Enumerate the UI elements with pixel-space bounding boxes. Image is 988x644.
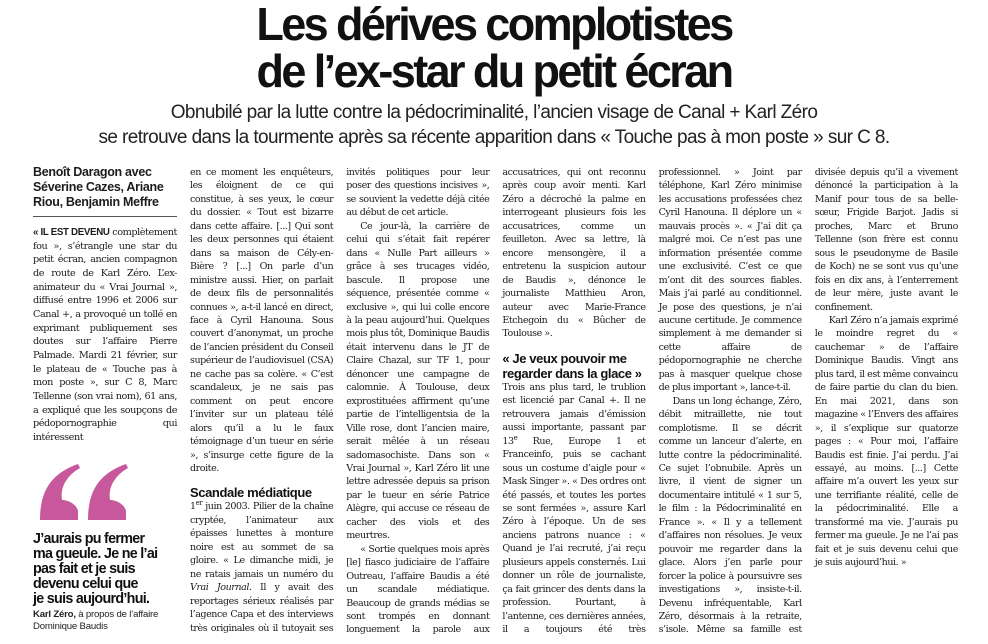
lead-caps: « IL EST DEVENU — [33, 227, 110, 238]
paragraph-4: « Sortie quelques mois après [le] fiasco judiciaire de l’affaire Outreau, l’affaire Baudis a été un scandale médiatique. Beaucoup de grands médias se sont trompés en donnant longuement la parole aux accusatrices, qui ont reconnu après coup avoir menti. Karl Zéro a décroché la palme en interrogeant plusieurs fois les accusatrices, comme un feuilleton. Avec sa lettre, là encore mensongère, il a entretenu la suspicion autour de Baudis », dénonce le journaliste Matthieu Aron, auteur avec Marie-France Etchegoin du « Bûcher de Toulouse ». — [346, 167, 646, 636]
headline — [0, 1, 988, 95]
quote-mark-icon — [36, 462, 136, 522]
date-ordinal: er — [195, 499, 203, 508]
lead-paragraph — [33, 226, 177, 445]
headline-line-1: Les dérives complotistes — [256, 0, 732, 51]
pull-quote-attribution — [33, 609, 183, 633]
date-number: 1 — [190, 501, 196, 513]
pull-quote-line: je suis aujourd’hui. — [33, 591, 150, 607]
paragraph-6: Dans un long échange, Zéro, débit mitraillette, nie tout complotisme. Il se décrit comme un lanceur d’alerte, en lutte contre la pédocriminalité. Ce sujet l’obnubile. Après un livre, il vient de signer un documentaire intitulé « 1 sur 5, le film : la Pédocriminalité en France ». « Il y a tellement d’affaires non résolues. Je veux pouvoir me regarder dans la glace. Alors j’en parle pour forcer la police à poursuivre ses investigations », insiste-t-il. Devenu infréquentable, Karl Zéro, désormais à la retraite, s’isole. Même sa famille est divisée depuis qu’il a vivement dénoncé la participation à la Manif pour tous de sa belle-sœur, Frigide Barjot. Jadis si proches, Marc et Bruno Tellenne (son frère est connu sous le pseudonyme de Basile de Koch) ne se sont vus qu’une fois en dix ans, à l’enterrement de leur mère, juste avant le confinement. — [658, 167, 958, 636]
paragraph-2-text-b: . Il y avait des reportages sérieux réalisés par l’agence Capa et des interviews très originales où il tutoyait ses invités politiques pour leur poser des questions incisives », se souvient la vedette déjà citée au début de cet article. — [190, 167, 490, 634]
pull-quote-context: à propos de l’affaire Dominique Baudis — [33, 609, 159, 632]
pull-quote-line: J’aurais pu fermer — [33, 531, 145, 547]
show-title: Vrai Journal — [190, 582, 249, 594]
headline-line-2: de l’ex-star du petit écran — [256, 44, 732, 97]
article-body — [190, 166, 958, 642]
paragraph-5-text-a: Trois ans plus tard, le trublion est licencié par Canal +. Il ne retrouvera jamais d’émission aussi importante, passant par 13 — [502, 381, 646, 447]
paragraph-1-continued: en ce moment les enquêteurs, les éloignent de ce qui constitue, à ses yeux, le cœur du dossier. « Tout est bizarre dans cette affaire. [...] Qui sont les deux personnes qui étaient dans sa maison de Cély-en-Bière ? [...] On parle d’un ministre aussi. Hier, on parlait de deux fils de personnalités connues », a-t-il lancé en direct, face à Cyril Hanouna. Sous couvert d’anonymat, un proche de l’ancien président du Conseil supérieur de l’audiovisuel (CSA) ne cache pas sa colère. « C’est scandaleux, je ne sais pas comment on peut encore l’inviter sur un plateau télé alors qu’il a lu le faux témoignage d’un tueur en série », s’insurge cette figure de la droite. — [190, 167, 334, 474]
ordinal-e: e — [513, 433, 518, 442]
pull-quote-line: pas fait et je suis — [33, 561, 135, 577]
paragraph-2-text-a: juin 2003. Pilier de la chaîne cryptée, l’animateur aux épaisses lunettes à monture noire est au sommet de sa gloire. « Le dimanche midi, je ne ratais jamais un numéro du — [190, 501, 334, 580]
pull-quote — [33, 532, 183, 607]
paragraph-5-text-b: Rue, Europe 1 et Franceinfo, puis se cachant sous un costume d’aigle pour « Mask Singer ». « Des ordres ont été passés, et toutes les portes se sont fermées », assure Karl Zéro à l’époque. Un de ses anciens patrons nuance : « Quand je l’ai recruté, j’ai reçu plusieurs appels consternés. Lui donner un rôle de journaliste, ça fait grincer des dents dans la profession. Pourtant, à l’antenne, ces dernières années, il a toujours été très professionnel. » Joint par téléphone, Karl Zéro minimise les accusations professées chez Cyril Hanouna. Il déplore un « mauvais procès ». « J’ai dit ça malgré moi. Ce n’est pas une information présentée comme une exclusivité. C’est ce que m’ont dit des sources fiables. Mais j’ai parlé au conditionnel. Je pose des questions, je n’ai aucune certitude. Je commence simplement à me demander si cette affaire de pédopornographie ne cherche pas à masquer quelque chose de plus important », lance-t-il. — [502, 167, 802, 636]
article-column-1 — [33, 166, 177, 445]
paragraph-1-text: complètement fou », s’étrangle une star du petit écran, ancien compagnon de route de Karl Zéro. L’ex-animateur du « Vrai Journal », diffusé entre 1996 et 2006 sur Canal +, a provoqué un tollé en exprimant publiquement ses doutes sur l’affaire Pierre Palmade. Mardi 21 février, sur le plateau de « Touche pas à mon poste », sur C 8, Marc Tellenne (son vrai nom), 61 ans, a expliqué que les soupçons de pédopornographie qui intéressent — [33, 227, 178, 443]
paragraph-7: Karl Zéro n’a jamais exprimé le moindre regret du « cauchemar » de l’affaire Dominique Baudis. Vingt ans plus tard, il est même convaincu de faire partie du clan du bien. En mai 2021, dans son magazine « l’Envers des affaires », il s’explique sur quatorze pages : « Pour moi, l’affaire Baudis est finie. J’ai perdu. J’ai essayé, au moins. [...] Cette affaire m’a ouvert les yeux sur une terrifiante réalité, celle de la pédocriminalité. Elle a transformé ma vie. J’aurais pu fermer ma gueule. Je ne l’ai pas fait et je suis devenu celui que je suis aujourd’hui. » — [814, 314, 958, 569]
subhead-glace: « Je veux pouvoir me regarder dans la glace » — [502, 350, 642, 381]
paragraph-3: Ce jour-là, la carrière de celui qui s’était fait repérer dans « Nulle Part ailleurs » grâce à ses trucages vidéo, bascule. Il propose une séquence, présentée comme « exclusive », qui lui colle encore à la peau aujourd’hui. Quelques mois plus tôt, Dominique Baudis était intervenu dans le JT de Claire Chazal, sur TF 1, pour dénoncer une campagne de calomnie. À Toulouse, deux exprostituées affirment qu’une partie de l’intelligentsia de la Ville rose, dont l’ancien maire, serait mêlée à un réseau sadomasochiste. Dans son « Vrai Journal », Karl Zéro lit une lettre adressée depuis sa prison par le tueur en série Patrice Alègre, qui accuse ce réseau de cacher des viols et des meurtres. — [346, 220, 490, 542]
pull-quote-line: devenu celui que — [33, 576, 138, 592]
byline: Benoît Daragon avec Séverine Cazes, Ariane Riou, Benjamin Meffre — [33, 165, 177, 217]
pull-quote-author: Karl Zéro, — [33, 609, 76, 620]
standfirst — [0, 100, 988, 150]
pull-quote-line: ma gueule. Je ne l’ai — [33, 546, 158, 562]
subhead-scandale: Scandale médiatique — [190, 485, 312, 501]
standfirst-line-2: se retrouve dans la tourmente après sa récente apparition dans « Touche pas à mon poste » sur C 8. — [98, 127, 890, 148]
standfirst-line-1: Obnubilé par la lutte contre la pédocriminalité, l’ancien visage de Canal + Karl Zéro — [170, 102, 818, 123]
